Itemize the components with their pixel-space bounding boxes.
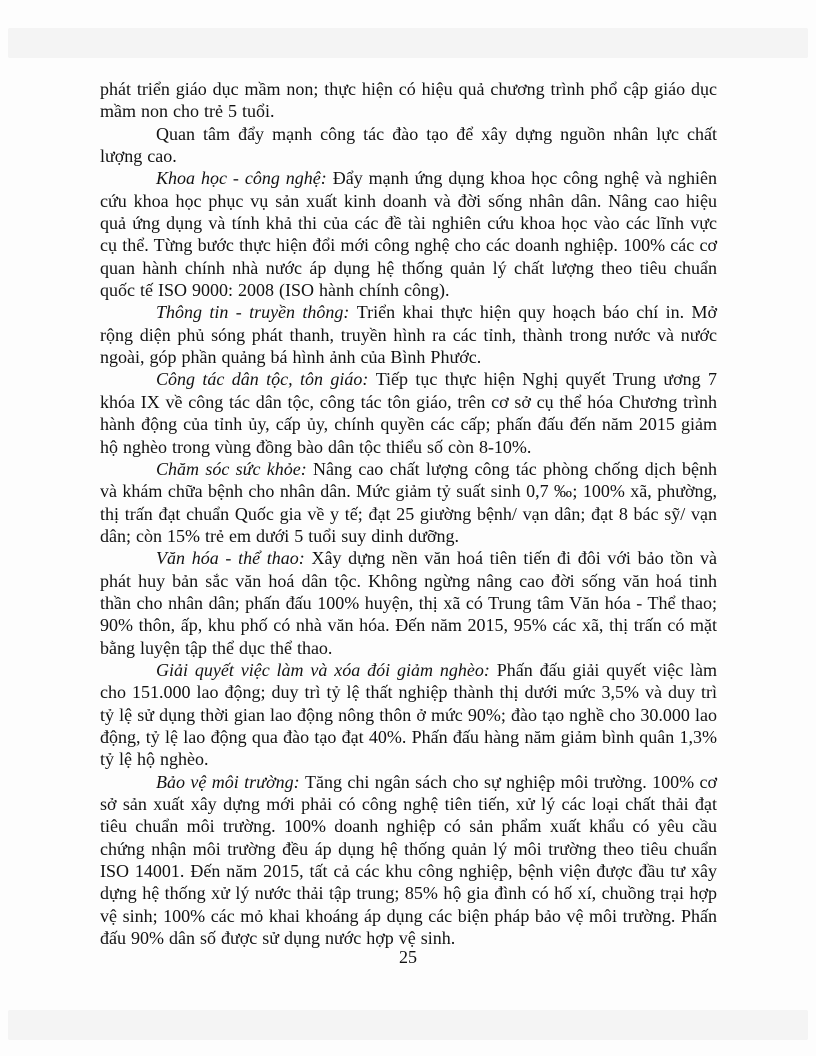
paragraph-text: Đẩy mạnh ứng dụng khoa học công nghệ và nghiên cứu khoa học phục vụ sản xuất kinh doanh và đời sống nhân dân. Nâng cao hiệu quả ứng dụng và tính khả thi của các đề tài nghiên cứu khoa học vào các lĩnh vực cụ thể. Từng bước thực hiện đổi mới công nghệ cho các doanh nghiệp. 100% các cơ quan hành chính nhà nước áp dụng hệ thống quản lý chất lượng theo tiêu chuẩn quốc tế ISO 9000: 2008 (ISO hành chính công).	[100, 168, 717, 301]
paragraph-lead: Công tác dân tộc, tôn giáo:	[156, 369, 376, 390]
paragraph	[100, 771, 717, 950]
paragraph-lead: Văn hóa - thể thao:	[156, 548, 312, 569]
scan-artifact-band-bottom	[8, 1010, 808, 1040]
scan-artifact-band-top	[8, 28, 808, 58]
paragraph-text: Tiếp tục thực hiện Nghị quyết Trung ương 7 khóa IX về công tác dân tộc, công tác tôn giáo, trên cơ sở cụ thể hóa Chương trình hành động của tỉnh ủy, cấp ủy, chính quyền các cấp; phấn đấu đến năm 2015 giảm hộ nghèo trong vùng đồng bào dân tộc thiểu số còn 8-10%.	[100, 369, 717, 457]
paragraph	[100, 78, 717, 123]
text-block	[100, 78, 717, 949]
paragraph	[100, 167, 717, 301]
paragraph-lead: Khoa học - công nghệ:	[156, 168, 333, 189]
paragraph-lead: Bảo vệ môi trường:	[156, 771, 306, 792]
paragraph-text: Nâng cao chất lượng công tác phòng chống dịch bệnh và khám chữa bệnh cho nhân dân. Mức giảm tỷ suất sinh 0,7 ‰; 100% xã, phường, thị trấn đạt chuẩn Quốc gia về y tế; đạt 25 giường bệnh/ vạn dân; đạt 8 bác sỹ/ vạn dân; còn 15% trẻ em dưới 5 tuổi suy dinh dưỡng.	[100, 458, 717, 546]
paragraph	[100, 547, 717, 659]
paragraph	[100, 458, 717, 547]
paragraph-text: Tăng chi ngân sách cho sự nghiệp môi trường. 100% cơ sở sản xuất xây dựng mới phải có công nghệ tiên tiến, xử lý các loại chất thải đạt tiêu chuẩn môi trường. 100% doanh nghiệp có sản phẩm xuất khẩu có yêu cầu chứng nhận môi trường đều áp dụng hệ thống quản lý môi trường theo tiêu chuẩn ISO 14001. Đến năm 2015, tất cả các khu công nghiệp, bệnh viện được đầu tư xây dựng hệ thống xử lý nước thải tập trung; 85% hộ gia đình có hố xí, chuồng trại hợp vệ sinh; 100% các mỏ khai khoáng áp dụng các biện pháp bảo vệ môi trường. Phấn đấu 90% dân số được sử dụng nước hợp vệ sinh.	[100, 771, 717, 949]
paragraph	[100, 659, 717, 771]
paragraph-lead: Thông tin - truyền thông:	[156, 302, 357, 323]
paragraph-lead: Chăm sóc sức khỏe:	[156, 458, 314, 479]
paragraph-text: Quan tâm đẩy mạnh công tác đào tạo để xây dựng nguồn nhân lực chất lượng cao.	[100, 123, 717, 167]
paragraph-text: Xây dựng nền văn hoá tiên tiến đi đôi với bảo tồn và phát huy bản sắc văn hoá dân tộc. Không ngừng nâng cao đời sống văn hoá tinh thần cho nhân dân; phấn đấu 100% huyện, thị xã có Trung tâm Văn hóa - Thể thao; 90% thôn, ấp, khu phố có nhà văn hóa. Đến năm 2015, 95% các xã, thị trấn có mặt bằng luyện tập thể dục thể thao.	[100, 548, 717, 658]
paragraph	[100, 123, 717, 168]
paragraph-text: Phấn đấu giải quyết việc làm cho 151.000 lao động; duy trì tỷ lệ thất nghiệp thành thị dưới mức 3,5% và duy trì tỷ lệ sử dụng thời gian lao động nông thôn ở mức 90%; đào tạo nghề cho 30.000 lao động, tỷ lệ lao động qua đào tạo đạt 40%. Phấn đấu hàng năm giảm bình quân 1,3% tỷ lệ hộ nghèo.	[100, 659, 717, 770]
page-number: 25	[399, 947, 417, 967]
paragraph	[100, 301, 717, 368]
paragraph-lead: Giải quyết việc làm và xóa đói giảm nghèo:	[156, 659, 497, 680]
paragraph-text: phát triển giáo dục mầm non; thực hiện có hiệu quả chương trình phổ cập giáo dục mầm non cho trẻ 5 tuổi.	[100, 79, 717, 122]
paragraph	[100, 368, 717, 457]
paragraph-text: Triển khai thực hiện quy hoạch báo chí in. Mở rộng diện phủ sóng phát thanh, truyền hình ra các tỉnh, thành trong nước và nước ngoài, góp phần quảng bá hình ảnh của Bình Phước.	[100, 302, 717, 368]
